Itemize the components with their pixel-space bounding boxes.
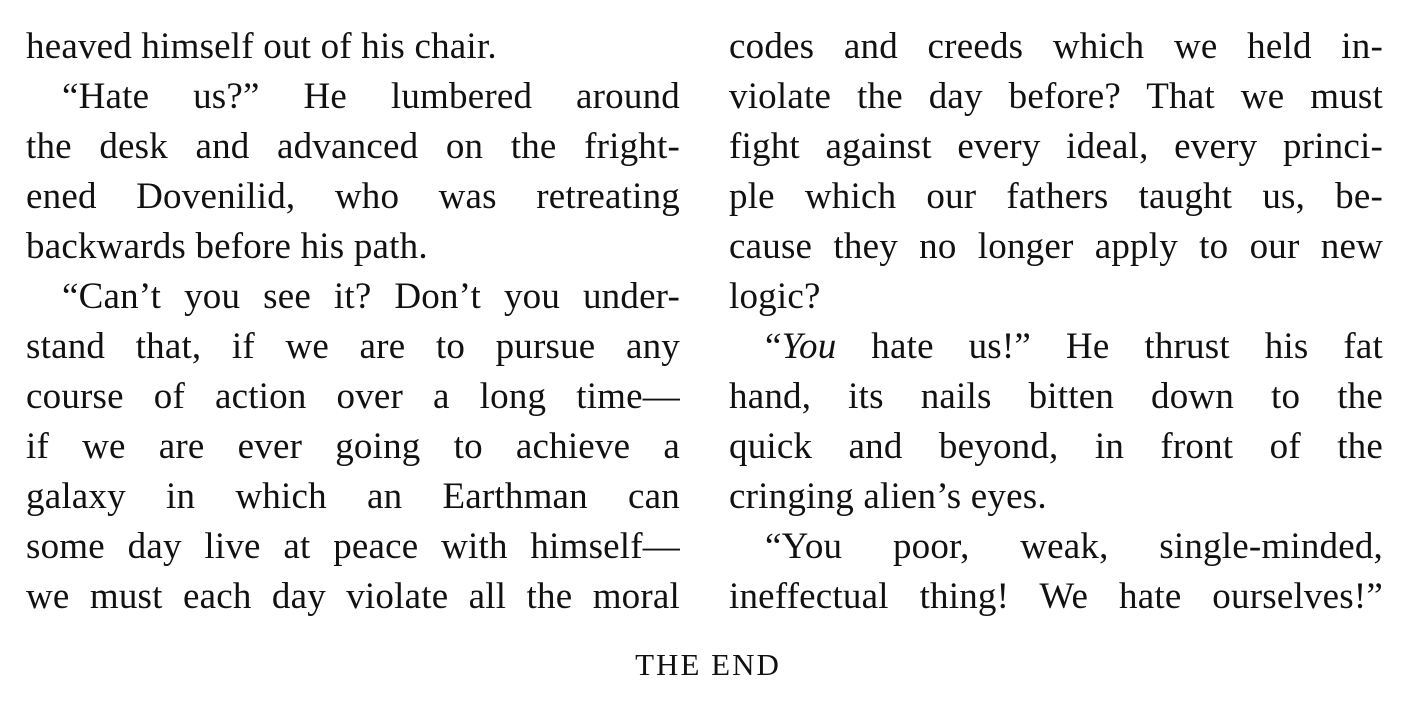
text-line: “Hate us?” He lumbered around [62,76,680,117]
text-line: fight against every ideal, every princi- [729,126,1383,167]
emphasized-word: You [781,326,837,367]
text-line: ineffectual thing! We hate ourselves!” [729,576,1383,617]
text-line: codes and creeds which we held in- [729,26,1383,67]
text-line: hand, its nails bitten down to the [729,376,1383,417]
text-line: ened Dovenilid, who was retreating [26,176,680,217]
text-line: the desk and advanced on the fright- [26,126,680,167]
the-end-label: THE END [635,647,781,682]
text-line: quick and beyond, in front of the [729,426,1383,467]
text-line: “You poor, weak, single-minded, [765,526,1383,567]
text-line: backwards before his path. [26,226,428,267]
text-fragment: “ [765,326,782,367]
left-text-column [26,22,680,622]
text-line: some day live at peace with himself— [26,526,680,567]
text-line: violate the day before? That we must [729,76,1383,117]
text-line: galaxy in which an Earthman can [26,476,680,517]
text-line: heaved himself out of his chair. [26,26,497,67]
text-line: course of action over a long time— [26,376,680,417]
text-line: logic? [729,276,821,317]
text-line: ple which our fathers taught us, be- [729,176,1383,217]
text-line: cringing alien’s eyes. [729,476,1047,517]
text-line: cause they no longer apply to our new [729,226,1383,267]
text-line: “Can’t you see it? Don’t you under- [62,276,680,317]
text-line [729,322,1383,372]
text-fragment: hate us!” He thrust his fat [836,326,1383,367]
text-line: we must each day violate all the moral [26,576,680,617]
right-text-column [729,22,1383,622]
text-line: stand that, if we are to pursue any [26,326,680,367]
text-line: if we are ever going to achieve a [26,426,680,467]
